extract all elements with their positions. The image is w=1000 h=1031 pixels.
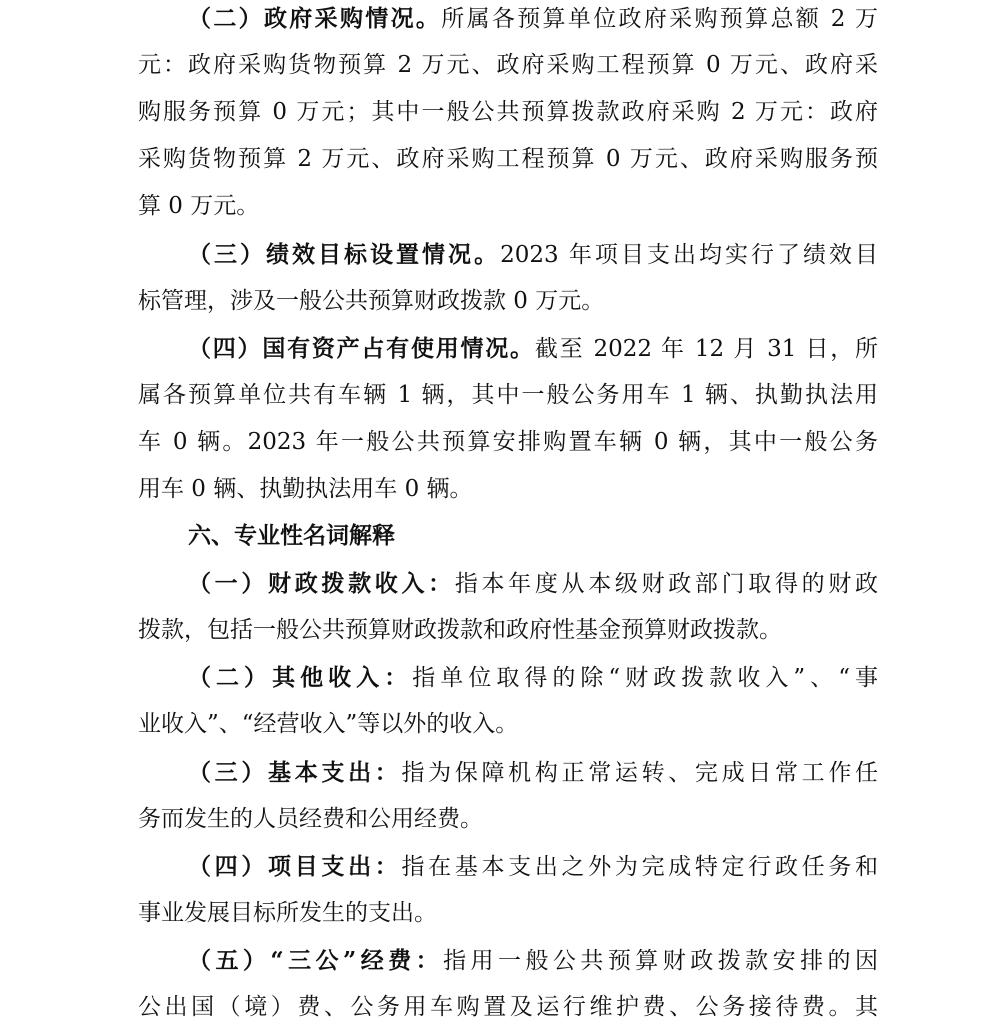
- line-text: 公出国（境）费、公务用车购置及运行维护费、公务接待费。其: [138, 994, 878, 1020]
- line-text: 指为保障机构正常运转、完成日常工作任: [401, 760, 878, 786]
- line-text: 指本年度从本级财政部门取得的财政: [454, 571, 878, 597]
- line-text: 务而发生的人员经费和公用经费。: [138, 806, 483, 832]
- text-line: [138, 372, 878, 419]
- term-label: （二）其他收入：: [188, 664, 413, 691]
- text-line: [188, 0, 878, 42]
- section-heading: 六、专业性名词解释: [188, 523, 395, 549]
- text-line: [188, 937, 878, 984]
- term-label: （三）基本支出：: [188, 759, 402, 786]
- text-line: [138, 136, 878, 183]
- line-text: 业收入”、“经营收入”等以外的收入。: [138, 711, 519, 737]
- line-text: 采购货物预算 2 万元、政府采购工程预算 0 万元、政府采购服务预: [138, 146, 878, 172]
- line-text: 属各预算单位共有车辆 1 辆，其中一般公务用车 1 辆、执勤执法用: [138, 382, 878, 408]
- term-label: （四）项目支出：: [188, 853, 402, 880]
- line-text: 拨款，包括一般公共预算财政拨款和政府性基金预算财政拨款。: [138, 617, 782, 643]
- text-line: [138, 419, 878, 466]
- term-label: （五）“三公”经费：: [188, 947, 444, 974]
- text-line: [138, 183, 878, 230]
- text-line: [138, 701, 878, 748]
- line-text: 标管理，涉及一般公共预算财政拨款 0 万元。: [138, 288, 605, 314]
- text-line: [138, 466, 878, 513]
- text-line: [138, 890, 878, 937]
- line-text: 所属各预算单位政府采购预算总额 2 万: [441, 6, 878, 32]
- line-text: 指在基本支出之外为完成特定行政任务和: [401, 854, 878, 880]
- text-line: [188, 560, 878, 607]
- text-line: [138, 278, 878, 325]
- line-text: 事业发展目标所发生的支出。: [138, 900, 437, 926]
- subsection-label: （四）国有资产占有使用情况。: [188, 335, 535, 362]
- line-text: 购服务预算 0 万元；其中一般公共预算拨款政府采购 2 万元：政府: [138, 99, 878, 125]
- line-text: 2023 年项目支出均实行了绩效目: [500, 242, 878, 268]
- line-text: 元：政府采购货物预算 2 万元、政府采购工程预算 0 万元、政府采: [138, 52, 878, 78]
- line-text: 指单位取得的除“财政拨款收入”、“事: [412, 665, 878, 691]
- line-text: 算 0 万元。: [138, 193, 260, 219]
- text-line: [138, 89, 878, 136]
- text-line: [188, 843, 878, 890]
- text-line: [188, 231, 878, 278]
- line-text: 用车 0 辆、执勤执法用车 0 辆。: [138, 476, 473, 502]
- subsection-label: （三）绩效目标设置情况。: [188, 241, 501, 268]
- text-line: [138, 607, 878, 654]
- text-line: [138, 42, 878, 89]
- text-line: [188, 325, 878, 372]
- term-label: （一）财政拨款收入：: [188, 570, 455, 597]
- text-line: [138, 796, 878, 843]
- line-text: 截至 2022 年 12 月 31 日，所: [534, 336, 878, 362]
- text-line: [188, 749, 878, 796]
- line-text: 指用一般公共预算财政拨款安排的因: [443, 948, 878, 974]
- text-line: [188, 654, 878, 701]
- line-text: 车 0 辆。2023 年一般公共预算安排购置车辆 0 辆，其中一般公务: [138, 429, 878, 455]
- text-line: [138, 984, 878, 1031]
- subsection-label: （二）政府采购情况。: [188, 5, 442, 32]
